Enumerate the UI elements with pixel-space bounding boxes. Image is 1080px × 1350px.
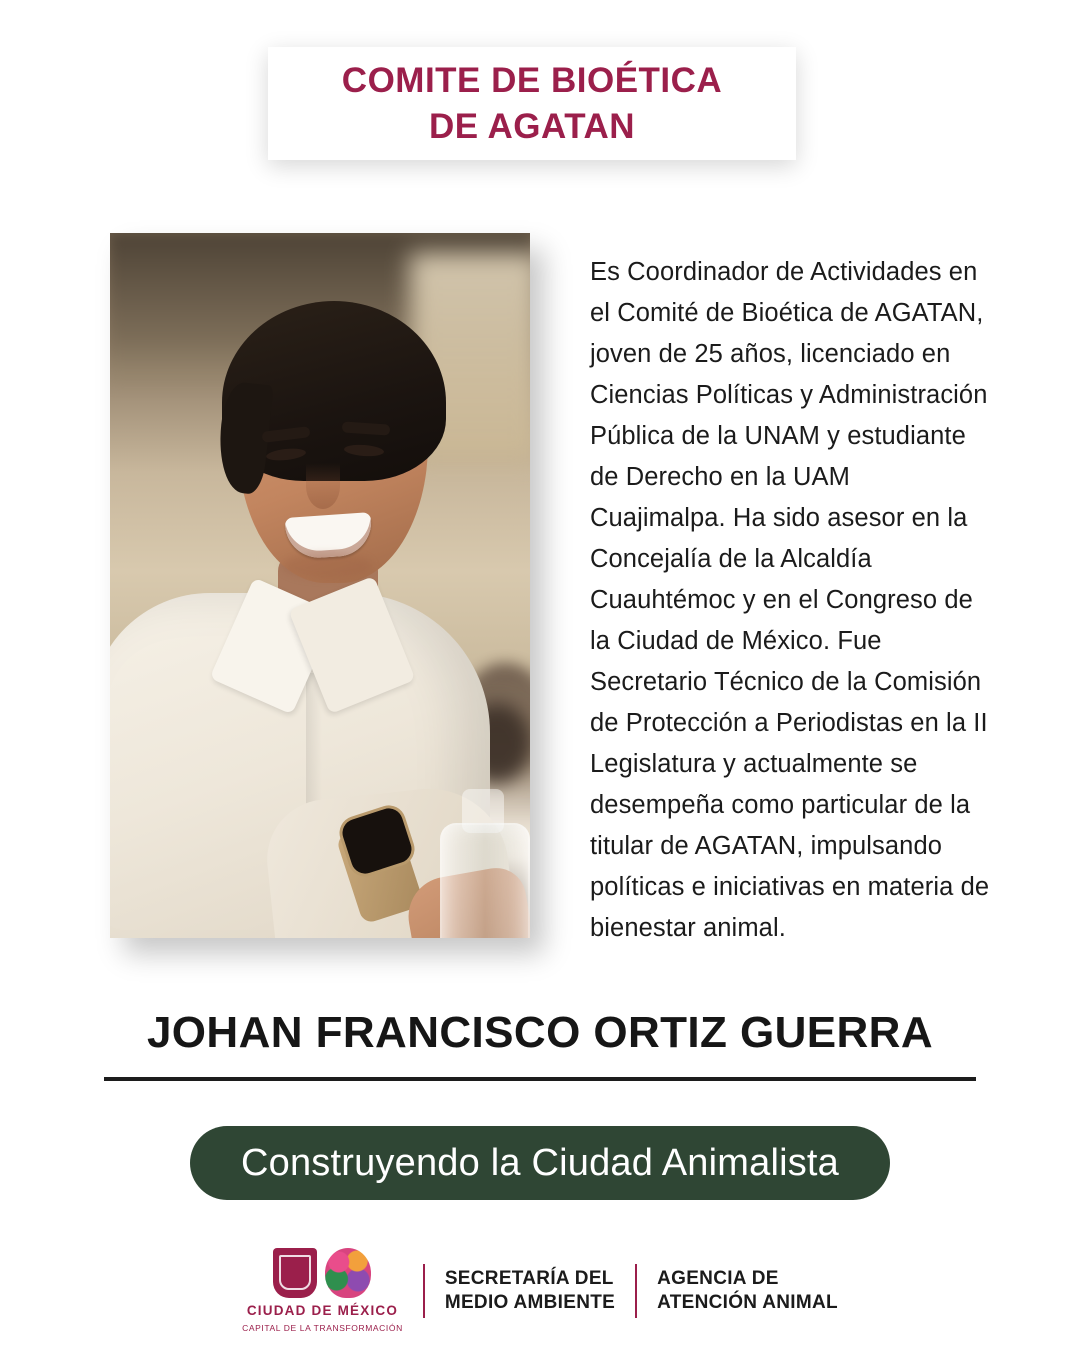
- footer-divider-1: [423, 1264, 425, 1318]
- water-bottle: [440, 823, 530, 938]
- agencia-logo: [657, 1267, 838, 1315]
- footer-divider-2: [635, 1264, 637, 1318]
- slogan-text: Construyendo la Ciudad Animalista: [240, 1141, 840, 1184]
- sedema-line-2: MEDIO AMBIENTE: [444, 1291, 616, 1313]
- divider-rule: [104, 1077, 976, 1081]
- sedema-line-1: SECRETARÍA DEL: [444, 1267, 614, 1289]
- agencia-line-2: ATENCIÓN ANIMAL: [657, 1291, 838, 1313]
- cdmx-subtitle: CAPITAL DE LA TRANSFORMACIÓN: [242, 1323, 403, 1333]
- sedema-logo: [445, 1267, 615, 1315]
- header-title-line-1: COMITE DE BIOÉTICA: [341, 60, 723, 100]
- cdmx-shield-icon: [273, 1248, 317, 1298]
- portrait-photo: [110, 233, 530, 938]
- portrait-canvas: [110, 233, 530, 938]
- biography-text: Es Coordinador de Actividades en el Comité de Bioética de AGATAN, joven de 25 años, licenciado en Ciencias Políticas y Administración Pública de la UNAM y estudiante de Derecho en la UAM Cuajimalpa. Ha sido asesor en la Concejalía de la Alcaldía Cuauhtémoc y en el Congreso de la Ciudad de México. Fue Secretario Técnico de la Comisión de Protección a Periodistas en la II Legislatura y actualmente se desempeña como particular de la titular de AGATAN, impulsando políticas e iniciativas en materia de bienestar animal.: [590, 258, 990, 942]
- cdmx-flower-icon: [325, 1248, 371, 1298]
- cdmx-logo: [242, 1248, 403, 1333]
- footer-logos: [0, 1248, 1080, 1333]
- agencia-line-1: AGENCIA DE: [657, 1267, 779, 1289]
- cdmx-title: CIUDAD DE MÉXICO: [246, 1303, 399, 1318]
- cdmx-emblems: [273, 1248, 371, 1298]
- slogan-pill: [190, 1126, 890, 1200]
- subject-nose: [306, 463, 340, 509]
- person-name: JOHAN FRANCISCO ORTIZ GUERRA: [146, 1008, 934, 1057]
- header-title-line-2: DE AGATAN: [428, 106, 636, 146]
- subject-chin: [282, 553, 372, 579]
- header-card: [268, 47, 796, 160]
